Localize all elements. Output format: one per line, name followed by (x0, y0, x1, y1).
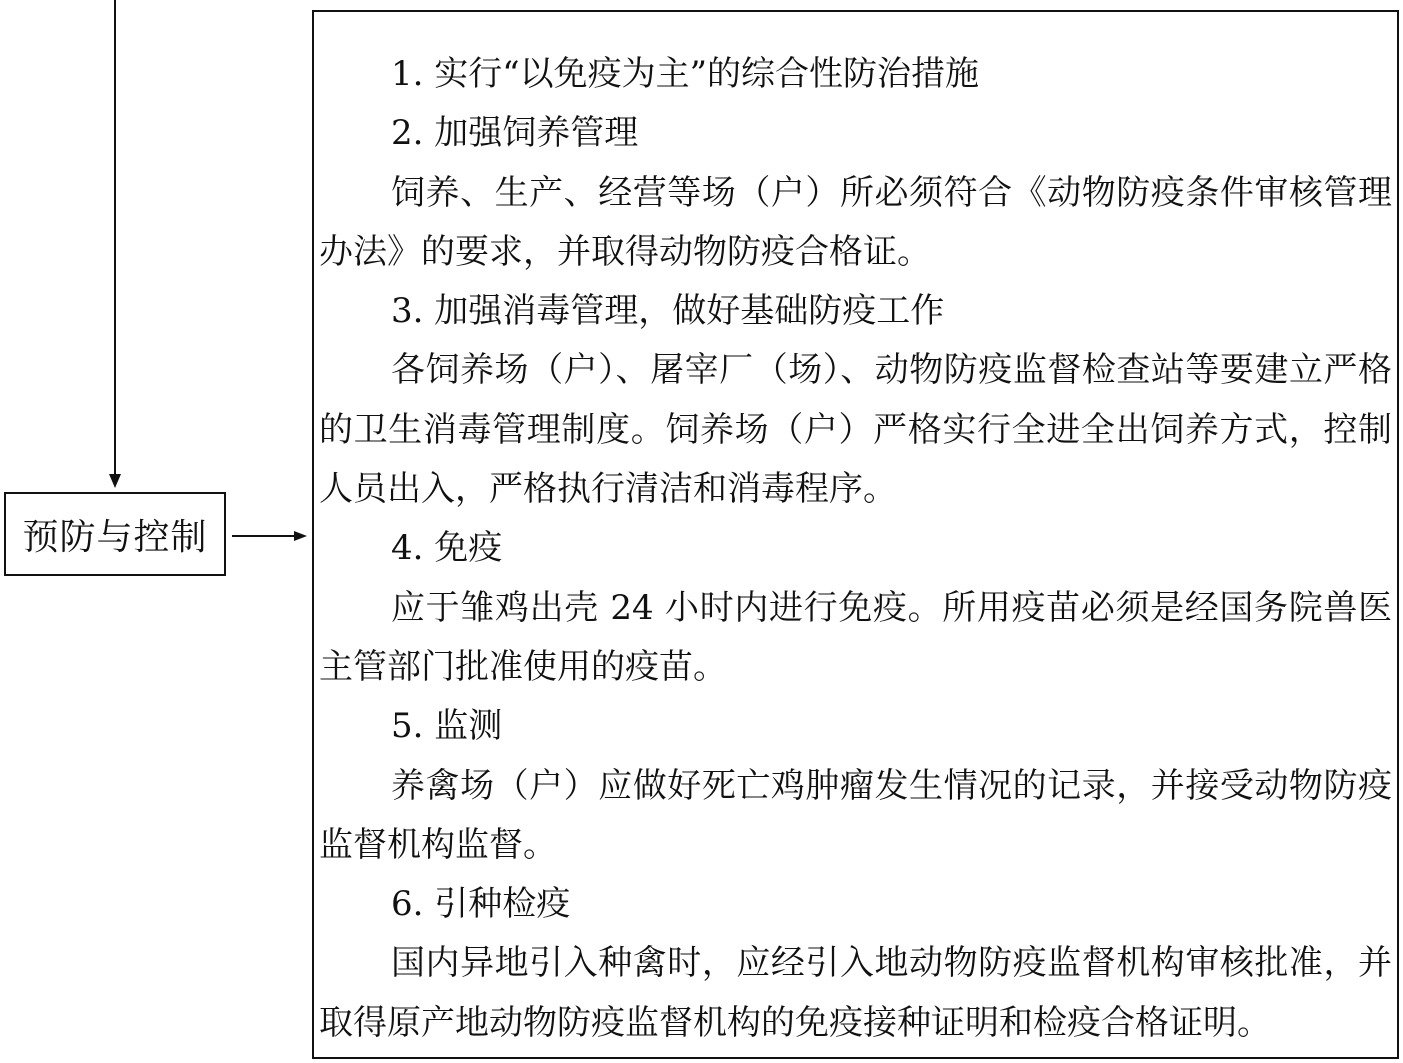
measure-heading-2: 2. 加强饲养管理 (391, 113, 639, 154)
outgoing-arrowhead (294, 531, 307, 541)
prevention-control-node (4, 492, 226, 576)
measure-body-2: 饲养、生产、经营等场（户）所必须符合《动物防疫条件审核管理办法》的要求，并取得动物防疫合格证。 (319, 172, 1392, 272)
measure-body-3: 各饲养场（户）、屠宰厂（场）、动物防疫监督检查站等要建立严格的卫生消毒管理制度。饲养场（户）严格实行全进全出饲养方式，控制人员出入，严格执行清洁和消毒程序。 (319, 350, 1392, 510)
measure-body-5: 养禽场（户）应做好死亡鸡肿瘤发生情况的记录，并接受动物防疫监督机构监督。 (319, 765, 1392, 865)
measure-heading-4: 4. 免疫 (391, 528, 503, 569)
measures-box (312, 10, 1399, 1059)
measure-heading-3: 3. 加强消毒管理，做好基础防疫工作 (391, 291, 945, 332)
measure-heading-6: 6. 引种检疫 (391, 884, 571, 925)
node-label: 预防与控制 (22, 516, 208, 558)
measure-body-6: 国内异地引入种禽时，应经引入地动物防疫监督机构审核批准，并取得原产地动物防疫监督机构的免疫接种证明和检疫合格证明。 (319, 943, 1392, 1043)
incoming-arrowhead (109, 474, 121, 488)
measure-body-4: 应于雏鸡出壳 24 小时内进行免疫。所用疫苗必须是经国务院兽医主管部门批准使用的疫苗。 (319, 587, 1392, 687)
measures-list (319, 45, 1392, 1053)
measure-heading-5: 5. 监测 (391, 706, 503, 747)
measure-heading-1: 1. 实行“以免疫为主”的综合性防治措施 (391, 54, 980, 94)
